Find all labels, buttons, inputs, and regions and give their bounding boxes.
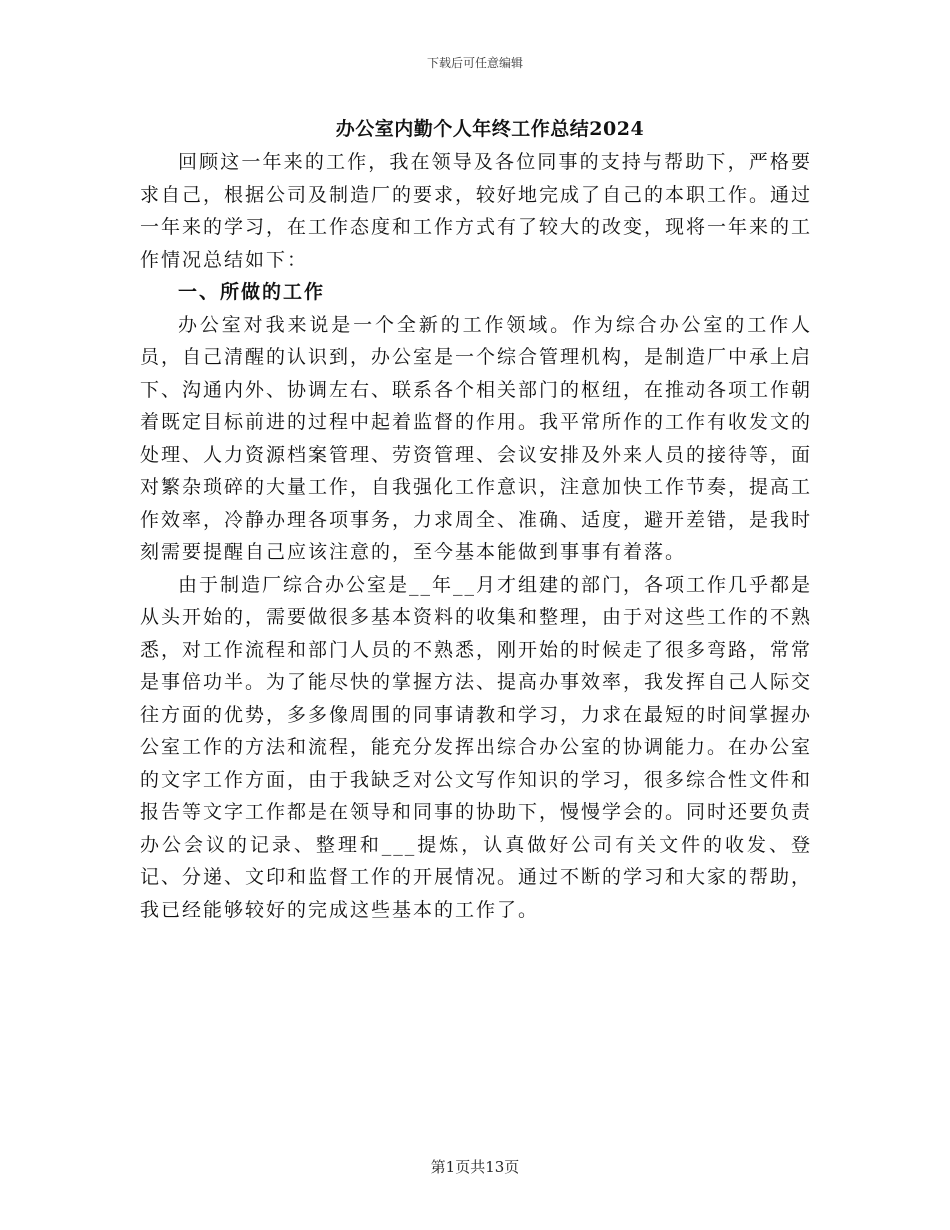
body-paragraph-1: 办公室对我来说是一个全新的工作领域。作为综合办公室的工作人员，自己清醒的认识到，办公室是一个综合管理机构，是制造厂中承上启下、沟通内外、协调左右、联系各个相关部门的枢纽，在推动各项工作朝着既定目标前进的过程中起着监督的作用。我平常所作的工作有收发文的处理、人力资源档案管理、劳资管理、会议安排及外来人员的接待等，面对繁杂琐碎的大量工作，自我强化工作意识，注意加快工作节奏，提高工作效率，冷静办理各项事务，力求周全、准确、适度，避开差错，是我时刻需要提醒自己应该注意的，至今基本能做到事事有着落。: [140, 313, 813, 563]
section-heading: 一、所做的工作: [178, 281, 326, 303]
document-title: 办公室内勤个人年终工作总结2024: [335, 118, 645, 140]
body-paragraph-2: 由于制造厂综合办公室是__年__月才组建的部门，各项工作几乎都是从头开始的，需要做很多基本资料的收集和整理，由于对这些工作的不熟悉，对工作流程和部门人员的不熟悉，刚开始的时候走了很多弯路，常常是事倍功半。为了能尽快的掌握方法、提高办事效率，我发挥自己人际交往方面的优势，多多像周围的同事请教和学习，力求在最短的时间掌握办公室工作的方法和流程，能充分发挥出综合办公室的协调能力。在办公室的文字工作方面，由于我缺乏对公文写作知识的学习，很多综合性文件和报告等文字工作都是在领导和同事的协助下，慢慢学会的。同时还要负责办公会议的记录、整理和___提炼，认真做好公司有关文件的收发、登记、分递、文印和监督工作的开展情况。通过不断的学习和大家的帮助，我已经能够较好的完成这些基本的工作了。: [140, 573, 813, 921]
header-note: 下载后可任意编辑: [426, 56, 523, 70]
page-footer: 第1页共13页: [430, 1158, 520, 1176]
document-body: [140, 146, 812, 926]
intro-paragraph: 回顾这一年来的工作，我在领导及各位同事的支持与帮助下，严格要求自己，根据公司及制造厂的要求，较好地完成了自己的本职工作。通过一年来的学习，在工作态度和工作方式有了较大的改变，现将一年来的工作情况总结如下：: [140, 151, 813, 271]
